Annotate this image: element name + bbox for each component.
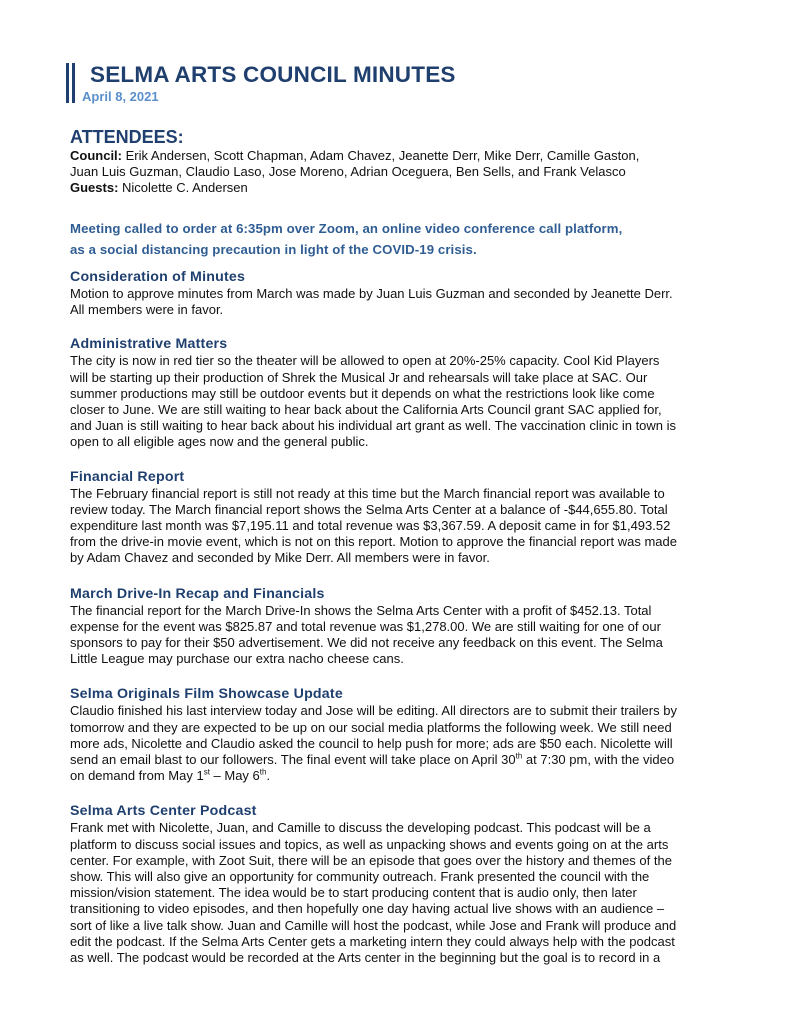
- body-line: as well. The podcast would be recorded at the Arts center in the beginning but the goal is to record in a: [70, 950, 661, 966]
- body-line: sort of like a live talk show. Juan and Camille will host the podcast, while Jose and Frank will produce and: [70, 917, 677, 933]
- body-line: Motion to approve minutes from March was made by Juan Luis Guzman and seconded by Jeanette Derr.: [70, 286, 673, 301]
- body-text: on demand from May 1: [70, 768, 204, 784]
- body-line: center. For example, with Zoot Suit, there will be an episode that goes over the history and themes of the: [70, 852, 672, 868]
- body-line: tomorrow and they are expected to be up on our social media platforms the following week. We still need: [70, 719, 672, 735]
- drive-in-section: [70, 585, 750, 668]
- attendees-section: [70, 126, 750, 196]
- body-line: The financial report for the March Drive-In shows the Selma Arts Center with a profit of $452.13. Total: [70, 602, 652, 618]
- body-line: transitioning to video episodes, and then hopefully one day having actual live shows with an audience –: [70, 901, 665, 917]
- body-line: platform to discuss social issues and topics, as well as unpacking shows and events going on at the arts: [70, 836, 669, 852]
- body-line: [70, 752, 674, 767]
- body-line: open to all eligible ages now and the general public.: [70, 434, 369, 450]
- header-accent-bars: [66, 63, 78, 103]
- body-line: sponsors to pay for their $50 advertisement. We did not receive any feedback on this event. The Selma: [70, 635, 663, 651]
- call-to-order-line: as a social distancing precaution in light of the COVID-19 crisis.: [70, 242, 477, 257]
- ordinal-suffix: st: [203, 767, 210, 777]
- meeting-date: April 8, 2021: [82, 89, 159, 104]
- section-body: [70, 603, 750, 668]
- body-line: and Juan is still waiting to hear back about his individual art grant as well. The vaccination clinic in town is: [70, 418, 677, 434]
- section-heading: Administrative Matters: [70, 336, 228, 353]
- body-line: Frank met with Nicolette, Juan, and Camille to discuss the developing podcast. This podcast will be a: [70, 820, 651, 836]
- section-heading: Selma Originals Film Showcase Update: [70, 686, 343, 703]
- administrative-section: [70, 335, 750, 450]
- body-text: – May 6: [209, 768, 260, 784]
- section-heading: March Drive-In Recap and Financials: [70, 585, 325, 602]
- council-label: Council:: [70, 148, 122, 163]
- section-body: [70, 353, 750, 450]
- ordinal-suffix: th: [515, 751, 523, 761]
- body-text: send an email blast to our followers. The final event will take place on April 30: [70, 752, 516, 768]
- body-line: by Adam Chavez and seconded by Mike Derr. All members were in favor.: [70, 550, 490, 566]
- ordinal-suffix: th: [259, 767, 267, 777]
- section-heading: Selma Arts Center Podcast: [70, 803, 257, 820]
- body-line: Little League may purchase our extra nacho cheese cans.: [70, 651, 404, 667]
- section-heading: Consideration of Minutes: [70, 269, 246, 285]
- council-members-1: Erik Andersen, Scott Chapman, Adam Chavez, Jeanette Derr, Mike Derr, Camille Gaston,: [122, 148, 640, 163]
- body-line: Claudio finished his last interview today and Jose will be editing. All directors are to submit their trailers by: [70, 703, 677, 719]
- body-line: mission/vision statement. The idea would be to start producing content that is audio only, then later: [70, 885, 637, 901]
- section-body: [70, 486, 750, 567]
- podcast-section: [70, 802, 750, 966]
- body-line: All members were in favor.: [70, 302, 224, 318]
- attendees-heading: ATTENDEES:: [70, 127, 184, 147]
- council-members-2: Juan Luis Guzman, Claudio Laso, Jose Moreno, Adrian Oceguera, Ben Sells, and Frank Velasco: [70, 164, 626, 179]
- film-showcase-section: [70, 685, 750, 784]
- section-heading: Financial Report: [70, 468, 185, 485]
- council-line: [70, 148, 750, 164]
- body-text: .: [266, 768, 271, 784]
- guests-label: Guests:: [70, 180, 119, 195]
- body-line: The city is now in red tier so the theater will be allowed to open at 20%-25% capacity. Cool Kid Players: [70, 353, 660, 369]
- body-line: review today. The March financial report shows the Selma Arts Center at a balance of -$44,655.80. Total: [70, 501, 668, 517]
- body-text: at 7:30 pm, with the video: [522, 752, 675, 768]
- call-to-order: [70, 218, 750, 260]
- body-line: more ads, Nicolette and Claudio asked the council to help push for more; ads are $50 each. Nicolette will: [70, 735, 673, 751]
- body-line: The February financial report is still not ready at this time but the March financial report was available to: [70, 485, 665, 501]
- section-body: [70, 820, 750, 966]
- body-line: expense for the event was $825.87 and total revenue was $1,278.00. We are still waiting for one of our: [70, 618, 661, 634]
- body-line: edit the podcast. If the Selma Arts Center gets a marketing intern they could always help with the podcast: [70, 933, 675, 949]
- body-line: will be starting up their production of Shrek the Musical Jr and rehearsals will take place at SAC. Our: [70, 369, 648, 385]
- document-title: SELMA ARTS COUNCIL MINUTES: [90, 62, 456, 87]
- guests-names: Nicolette C. Andersen: [118, 180, 248, 195]
- minutes-content: [70, 126, 750, 966]
- body-line: closer to June. We are still waiting to hear back about the California Arts Council grant SAC applied for,: [70, 402, 662, 418]
- section-body: [70, 286, 750, 318]
- section-body: [70, 703, 750, 784]
- guests-line: [70, 180, 750, 196]
- body-line: expenditure last month was $7,195.11 and total revenue was $3,367.59. A deposit came in for $1,493.52: [70, 518, 671, 534]
- minutes-section: [70, 268, 750, 318]
- body-line: summer productions may still be outdoor events but it depends on what the restrictions look like come: [70, 385, 655, 401]
- body-line: show. This will also give an opportunity for community outreach. Frank presented the council with the: [70, 869, 650, 885]
- call-to-order-line: Meeting called to order at 6:35pm over Zoom, an online video conference call platform,: [70, 221, 623, 236]
- body-line: [70, 768, 270, 783]
- body-line: from the drive-in movie event, which is not on this report. Motion to approve the financial report was made: [70, 534, 677, 550]
- financial-section: [70, 468, 750, 567]
